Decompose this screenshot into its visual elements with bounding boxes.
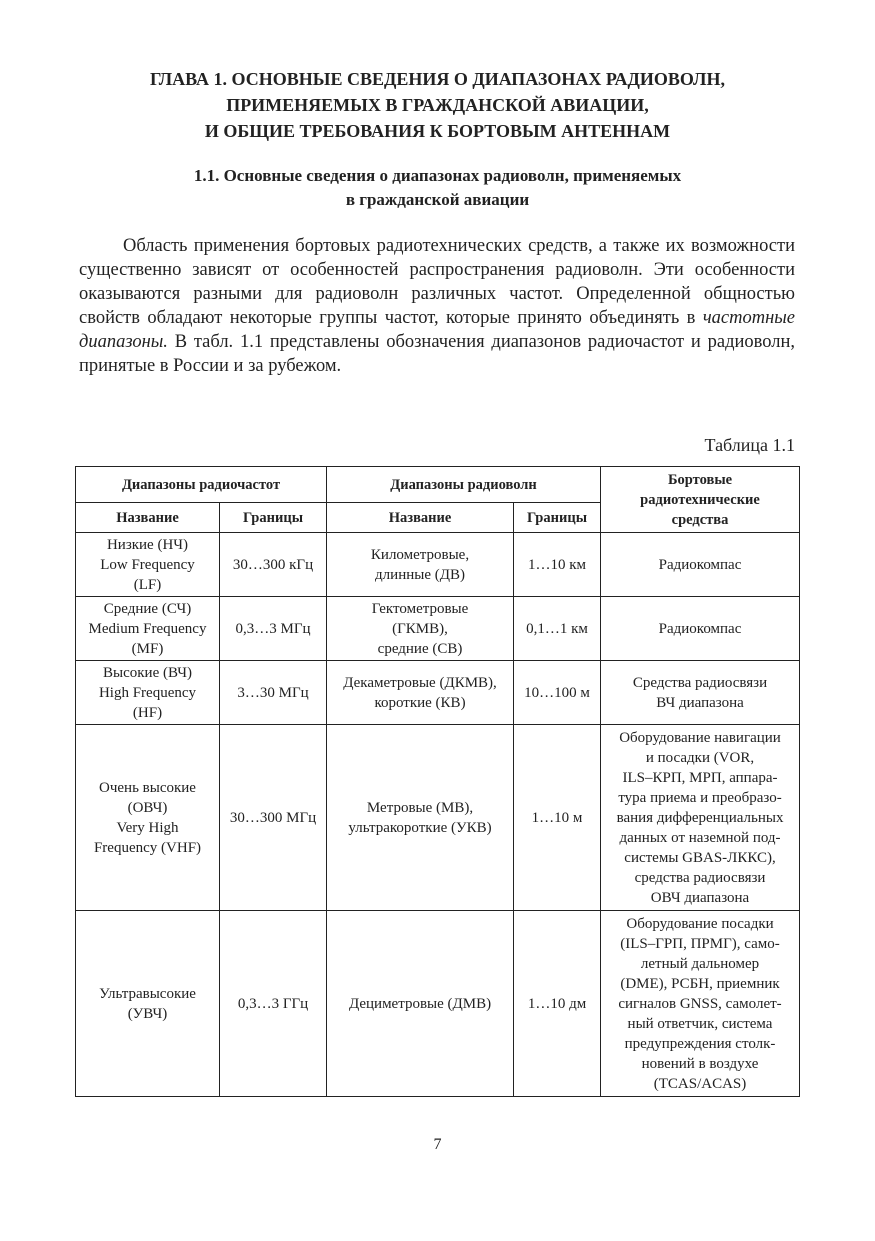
freq-name-cell: Ультравысокие (УВЧ) <box>76 911 220 1097</box>
freq-bounds-cell: 0,3…3 ГГц <box>220 911 327 1097</box>
freq-bounds-cell: 30…300 кГц <box>220 533 327 597</box>
freq-name-cell: Высокие (ВЧ) High Frequency (HF) <box>76 661 220 725</box>
freq-name-cell: Низкие (НЧ) Low Frequency (LF) <box>76 533 220 597</box>
frequency-bands-table <box>75 466 800 1097</box>
header-freq-name: Название <box>76 503 220 533</box>
freq-bounds-cell: 30…300 МГц <box>220 725 327 911</box>
freq-name-cell: Очень высокие (ОВЧ) Very High Frequency (VHF) <box>76 725 220 911</box>
table-caption: Таблица 1.1 <box>704 435 795 455</box>
chapter-title-line: ГЛАВА 1. ОСНОВНЫЕ СВЕДЕНИЯ О ДИАПАЗОНАХ РАДИОВОЛН, <box>150 69 725 89</box>
equipment-cell: Радиокомпас <box>601 533 800 597</box>
paragraph-text: В табл. 1.1 представлены обозначения диапазонов радиочастот и радиоволн, принятые в России и за рубежом. <box>79 332 795 376</box>
paragraph-text: Область применения бортовых радиотехнических средств, а также их возможности существенно зависят от особенностей распространения радиоволн. Эти особенности оказываются разными для радиоволн различных частот. Определенной общностью свойств обладают некоторые группы частот, которые принято объединять в <box>79 236 795 328</box>
table-row <box>76 533 800 597</box>
page-number: 7 <box>433 1136 442 1153</box>
equipment-cell: Средства радиосвязи ВЧ диапазона <box>601 661 800 725</box>
freq-bounds-cell: 0,3…3 МГц <box>220 597 327 661</box>
wave-name-cell: Дециметровые (ДМВ) <box>327 911 514 1097</box>
chapter-title-line: ПРИМЕНЯЕМЫХ В ГРАЖДАНСКОЙ АВИАЦИИ, <box>226 95 649 115</box>
wave-bounds-cell: 0,1…1 км <box>514 597 601 661</box>
equipment-cell: Радиокомпас <box>601 597 800 661</box>
wave-bounds-cell: 10…100 м <box>514 661 601 725</box>
chapter-title <box>0 66 875 144</box>
section-title <box>0 164 875 212</box>
header-wave-bounds: Границы <box>514 503 601 533</box>
freq-name-cell: Средние (СЧ) Medium Frequency (MF) <box>76 597 220 661</box>
equipment-cell: Оборудование навигации и посадки (VOR, ILS–КРП, МРП, аппара- тура приема и преобразо- вания дифференциальных данных от наземной под- системы GBAS-ЛККС), средства радиосвязи ОВЧ диапазона <box>601 725 800 911</box>
body-paragraph <box>79 234 795 378</box>
wave-name-cell: Декаметровые (ДКМВ), короткие (КВ) <box>327 661 514 725</box>
header-onboard-equipment: Бортовые радиотехнические средства <box>601 467 800 533</box>
section-title-line: в гражданской авиации <box>345 190 530 209</box>
table-row <box>76 597 800 661</box>
table-row <box>76 725 800 911</box>
header-wave-bands: Диапазоны радиоволн <box>327 467 601 503</box>
table-row <box>76 661 800 725</box>
wave-bounds-cell: 1…10 м <box>514 725 601 911</box>
equipment-cell: Оборудование посадки (ILS–ГРП, ПРМГ), само- летный дальномер (DME), РСБН, приемник сигналов GNSS, самолет- ный ответчик, система предупреждения столк- новений в воздухе (TCAS/ACAS) <box>601 911 800 1097</box>
table-row <box>76 911 800 1097</box>
header-frequency-bands: Диапазоны радиочастот <box>76 467 327 503</box>
wave-bounds-cell: 1…10 дм <box>514 911 601 1097</box>
paragraph-italic-term: частотные диапазоны. <box>79 308 795 352</box>
header-wave-name: Название <box>327 503 514 533</box>
wave-name-cell: Километровые, длинные (ДВ) <box>327 533 514 597</box>
wave-name-cell: Метровые (МВ), ультракороткие (УКВ) <box>327 725 514 911</box>
wave-name-cell: Гектометровые (ГКМВ), средние (СВ) <box>327 597 514 661</box>
wave-bounds-cell: 1…10 км <box>514 533 601 597</box>
section-title-line: 1.1. Основные сведения о диапазонах радиоволн, применяемых <box>193 166 682 185</box>
header-freq-bounds: Границы <box>220 503 327 533</box>
chapter-title-line: И ОБЩИЕ ТРЕБОВАНИЯ К БОРТОВЫМ АНТЕННАМ <box>204 121 671 141</box>
freq-bounds-cell: 3…30 МГц <box>220 661 327 725</box>
